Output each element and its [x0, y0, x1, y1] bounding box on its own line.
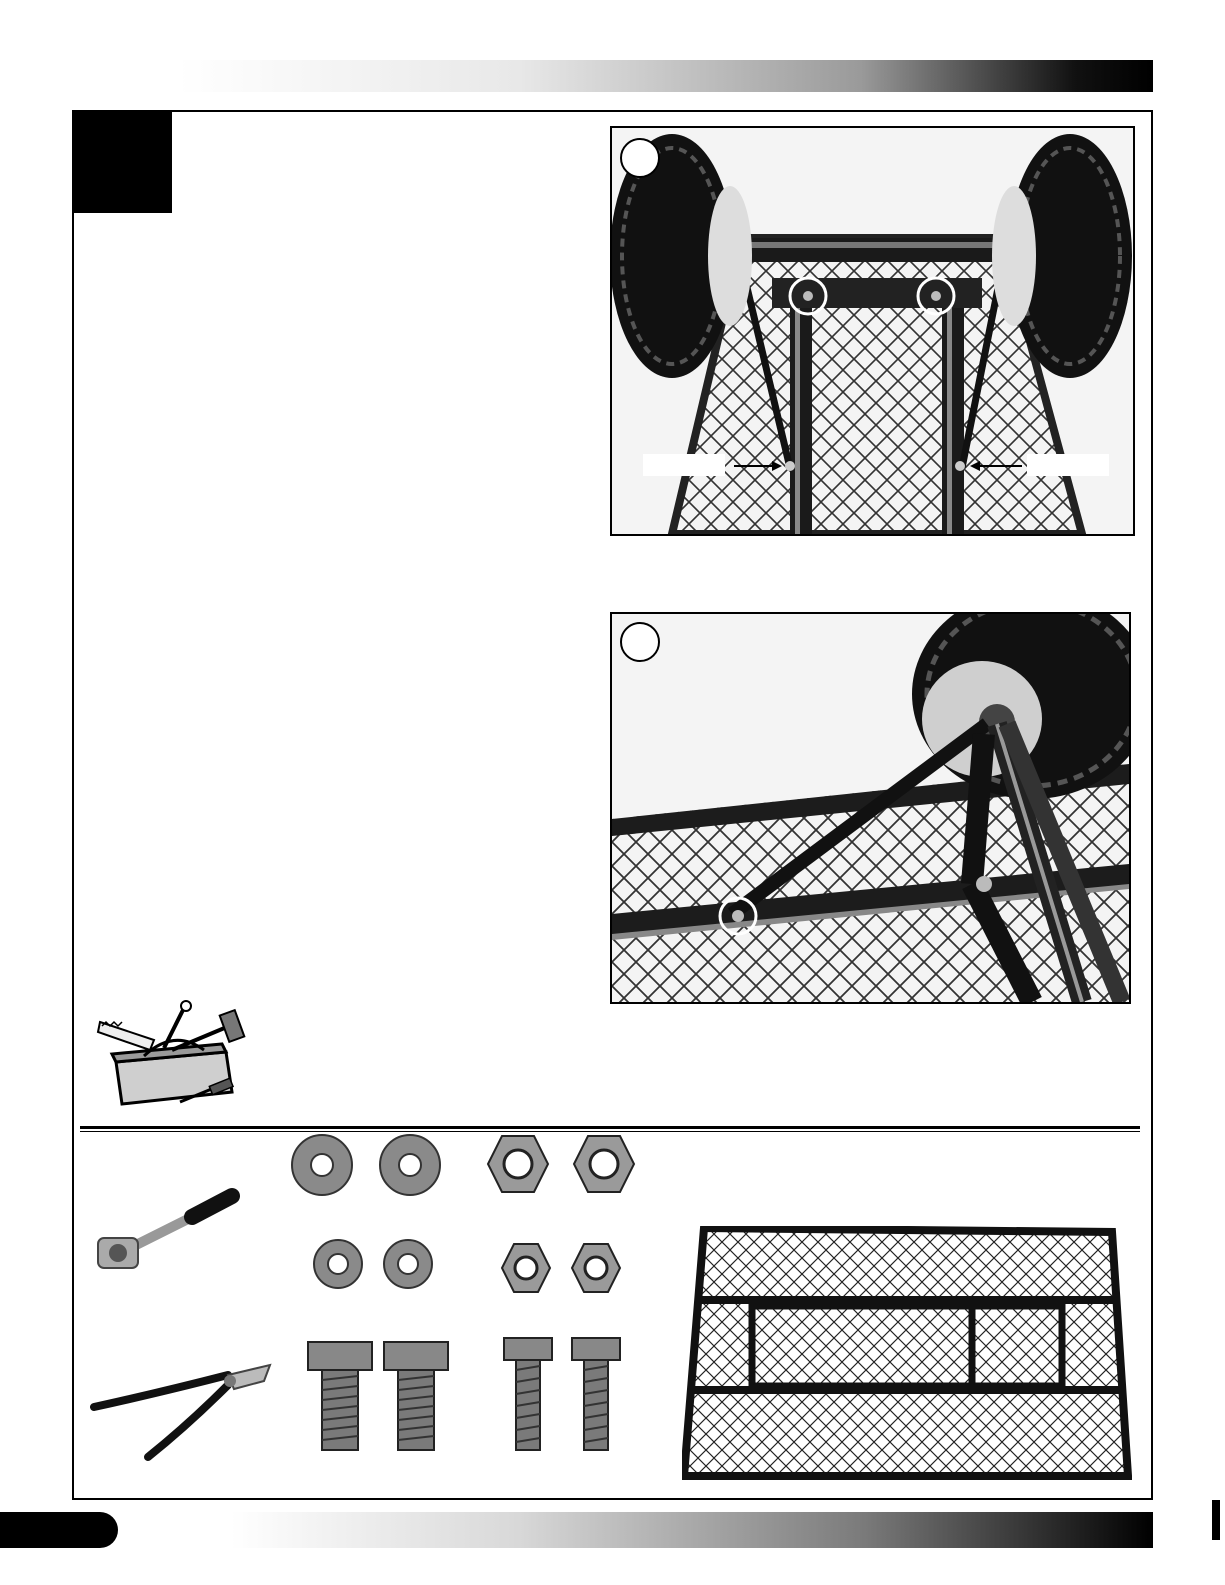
edge-marker	[1212, 1500, 1220, 1540]
page-number-tab	[0, 1512, 118, 1548]
photo-2-number	[620, 622, 660, 662]
small-washers-icon	[308, 1236, 438, 1292]
large-washers-icon	[288, 1132, 448, 1198]
photo-1-left-callout	[643, 454, 725, 476]
small-hex-bolts-icon	[498, 1334, 628, 1456]
step-number-block	[72, 110, 172, 213]
header-gradient-bar	[178, 60, 1153, 92]
large-hex-bolts-icon	[300, 1336, 470, 1456]
wagon-deck-panel-icon	[682, 1226, 1132, 1480]
socket-wrench-icon	[92, 1182, 242, 1282]
small-lock-nuts-icon	[496, 1236, 626, 1300]
footer-gradient-bar	[0, 1512, 1153, 1548]
toolbox-icon	[94, 1000, 254, 1112]
photo-brace-bolt-closeup	[610, 612, 1131, 1004]
pliers-icon	[88, 1345, 278, 1465]
large-lock-nuts-icon	[478, 1126, 648, 1202]
photo-1-right-callout	[1027, 454, 1109, 476]
photo-1-number	[620, 138, 660, 178]
